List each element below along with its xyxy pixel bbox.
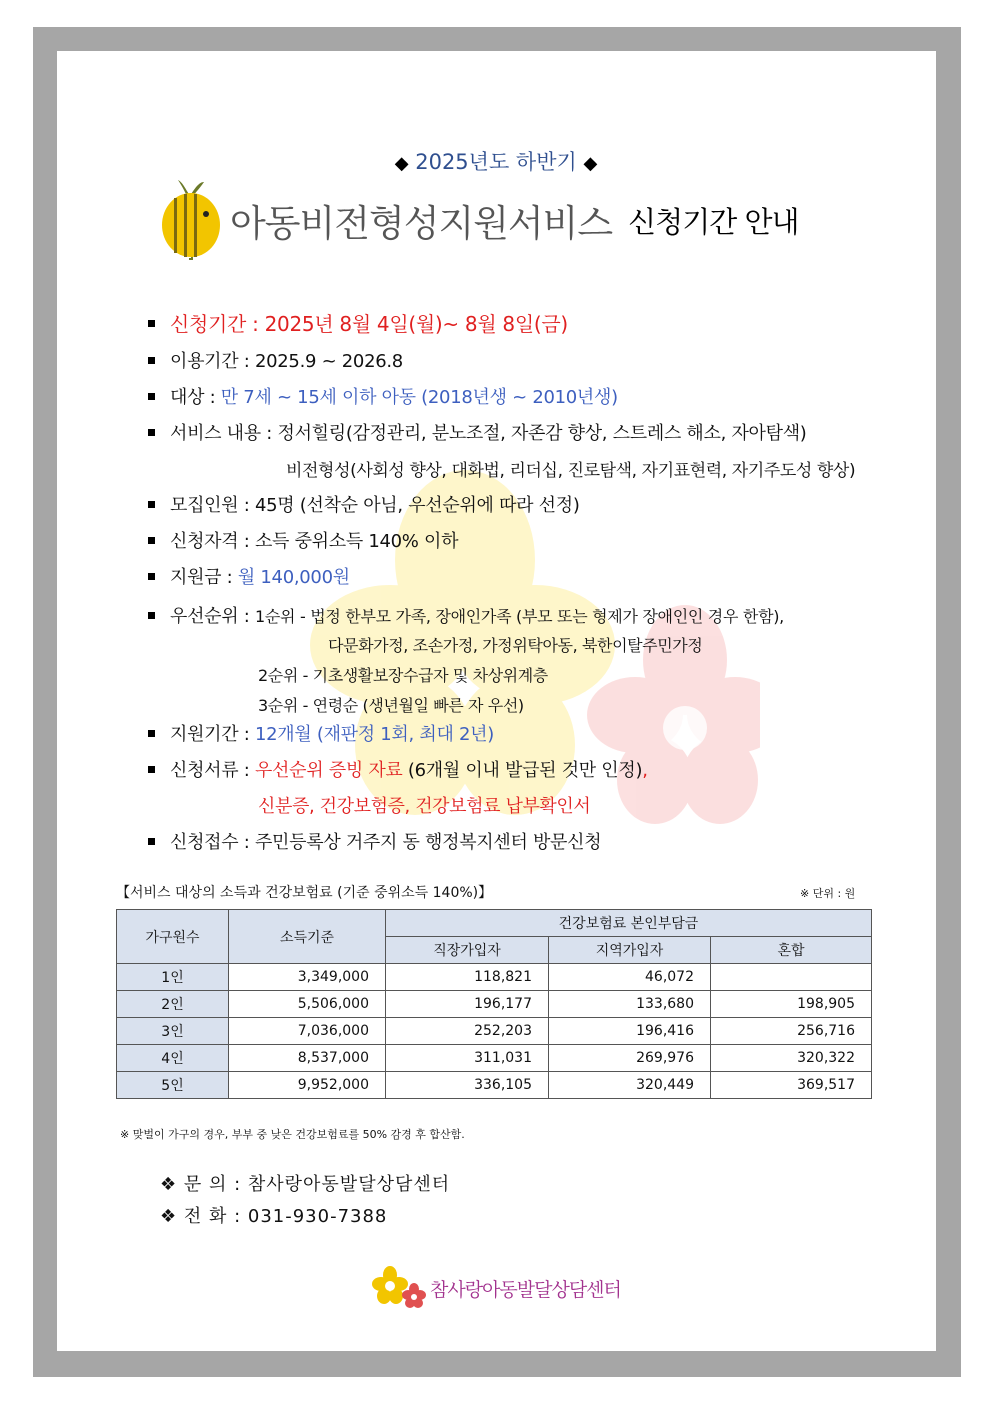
cell-regional: 269,976 (549, 1045, 711, 1072)
target-value: 만 7세 ~ 15세 이하 아동 (2018년생 ~ 2010년생) (220, 387, 618, 408)
cell-household: 2인 (117, 991, 229, 1018)
square-bullet-icon (148, 573, 155, 580)
header-income: 소득기준 (229, 910, 386, 964)
cell-mixed: 320,322 (711, 1045, 872, 1072)
diamond-icon: ◆ (583, 153, 598, 174)
recruit-label: 모집인원 : (170, 495, 255, 516)
table-caption: 【서비스 대상의 소득과 건강보험료 (기준 중위소득 140%)】 (116, 885, 493, 901)
service-line1: 정서힐링(감정관리, 분노조절, 자존감 향상, 스트레스 해소, 자아탐색) (277, 423, 807, 444)
priority-label: 우선순위 : (170, 606, 255, 627)
cell-mixed (711, 964, 872, 991)
priority-3: 3순위 - 연령순 (생년월일 빠른 자 우선) (258, 696, 524, 715)
cell-income: 8,537,000 (229, 1045, 386, 1072)
square-bullet-icon (148, 393, 155, 400)
square-bullet-icon (148, 320, 155, 327)
cell-mixed: 256,716 (711, 1018, 872, 1045)
table-unit: ※ 단위 : 원 (800, 887, 856, 900)
square-bullet-icon (148, 766, 155, 773)
service-line2: 비전형성(사회성 향상, 대화법, 리더십, 진로탐색, 자기표현력, 자기주도성 향상) (286, 461, 856, 481)
support-amount-value: 월 140,000원 (237, 567, 350, 588)
footer-org-name: 참사랑아동발달상담센터 (430, 1278, 621, 1301)
list-item-eligibility (148, 527, 458, 553)
cell-household: 1인 (117, 964, 229, 991)
square-bullet-icon (148, 838, 155, 845)
contact-phone: ❖ 전 화 : 031-930-7388 (160, 1206, 388, 1227)
bee-logo-icon (160, 180, 222, 260)
usage-value: 2025.9 ~ 2026.8 (254, 351, 403, 372)
title-row (160, 180, 798, 260)
square-bullet-icon (148, 730, 155, 737)
support-amount-label: 지원금 : (170, 567, 238, 588)
title-sub: 신청기간 안내 (628, 204, 799, 239)
cell-income: 3,349,000 (229, 964, 386, 991)
cell-household: 3인 (117, 1018, 229, 1045)
priority-1-line2: 다문화가정, 조손가정, 가정위탁아동, 북한이탈주민가정 (328, 636, 703, 655)
cell-employee: 311,031 (386, 1045, 549, 1072)
cell-household: 5인 (117, 1072, 229, 1099)
header-employee: 직장가입자 (386, 937, 549, 964)
square-bullet-icon (148, 429, 155, 436)
flower-logo-icon (372, 1266, 426, 1310)
cell-regional: 46,072 (549, 964, 711, 991)
footer-logo (372, 1266, 621, 1310)
eligibility-label: 신청자격 : (170, 531, 255, 552)
contact-inquiry: ❖ 문 의 : 참사랑아동발달상담센터 (160, 1174, 451, 1195)
reception-label: 신청접수 : (170, 832, 255, 853)
cell-employee: 252,203 (386, 1018, 549, 1045)
list-item-documents (148, 756, 648, 782)
documents-line2: 신분증, 건강보험증, 건강보험료 납부확인서 (258, 796, 591, 817)
cell-income: 7,036,000 (229, 1018, 386, 1045)
documents-comma: , (642, 760, 648, 781)
square-bullet-icon (148, 357, 155, 364)
cell-income: 5,506,000 (229, 991, 386, 1018)
square-bullet-icon (148, 612, 155, 619)
header-premium-group: 건강보험료 본인부담금 (386, 910, 872, 937)
header-regional: 지역가입자 (549, 937, 711, 964)
period-text: 신청기간 : 2025년 8월 4일(월)~ 8월 8일(금) (170, 312, 568, 336)
cell-employee: 336,105 (386, 1072, 549, 1099)
cell-mixed: 369,517 (711, 1072, 872, 1099)
list-item-reception (148, 828, 601, 854)
table-row (117, 1045, 872, 1072)
income-premium-table (116, 909, 872, 1099)
documents-value-red: 우선순위 증빙 자료 (254, 760, 403, 781)
table-row (117, 1072, 872, 1099)
cell-employee: 118,821 (386, 964, 549, 991)
cell-household: 4인 (117, 1045, 229, 1072)
diamond-icon: ◆ (394, 153, 409, 174)
title-main: 아동비전형성지원서비스 (230, 202, 613, 245)
list-item-service (148, 419, 807, 445)
priority-2: 2순위 - 기초생활보장수급자 및 차상위계층 (258, 666, 548, 685)
cell-regional: 320,449 (549, 1072, 711, 1099)
header-household: 가구원수 (117, 910, 229, 964)
cell-regional: 133,680 (549, 991, 711, 1018)
support-period-label: 지원기간 : (170, 724, 255, 745)
table-note: ※ 맞벌이 가구의 경우, 부부 중 낮은 건강보험료를 50% 감경 후 합산함. (120, 1128, 465, 1141)
header-mixed: 혼합 (711, 937, 872, 964)
support-period-value: 12개월 (재판정 1회, 최대 2년) (254, 724, 494, 745)
cell-regional: 196,416 (549, 1018, 711, 1045)
recruit-value: 45명 (선착순 아님, 우선순위에 따라 선정) (254, 495, 580, 516)
priority-1-line1: 1순위 - 법정 한부모 가족, 장애인가족 (부모 또는 형제가 장애인인 경우 한함), (254, 607, 784, 626)
documents-label: 신청서류 : (170, 760, 255, 781)
list-item-usage (148, 347, 403, 373)
square-bullet-icon (148, 501, 155, 508)
list-item-support-period (148, 720, 494, 746)
table-row (117, 1018, 872, 1045)
subtitle (0, 146, 992, 176)
list-item-period (148, 308, 568, 337)
table-row (117, 964, 872, 991)
list-item-target (148, 383, 618, 409)
usage-label: 이용기간 : (170, 351, 255, 372)
list-item-recruit (148, 491, 580, 517)
target-label: 대상 : (170, 387, 221, 408)
table-row (117, 991, 872, 1018)
reception-value: 주민등록상 거주지 동 행정복지센터 방문신청 (254, 832, 602, 853)
service-label: 서비스 내용 : (170, 423, 278, 444)
documents-value-black: (6개월 이내 발급된 것만 인정) (402, 760, 643, 781)
square-bullet-icon (148, 537, 155, 544)
list-item-support-amount (148, 563, 350, 589)
cell-mixed: 198,905 (711, 991, 872, 1018)
list-item-priority (148, 602, 784, 628)
cell-employee: 196,177 (386, 991, 549, 1018)
subtitle-text: 2025년도 하반기 (415, 150, 577, 174)
cell-income: 9,952,000 (229, 1072, 386, 1099)
eligibility-value: 소득 중위소득 140% 이하 (254, 531, 459, 552)
